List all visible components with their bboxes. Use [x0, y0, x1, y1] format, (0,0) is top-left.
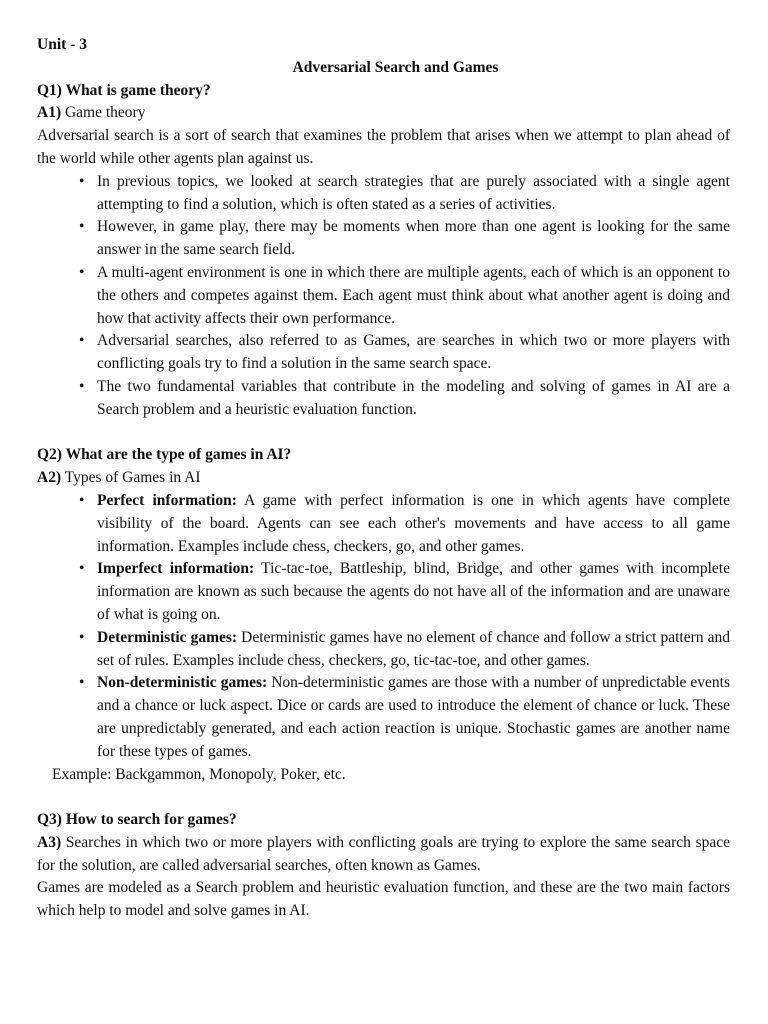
list-item: • However, in game play, there may be moments when more than one agent is looking for the same answer in the same search field. — [97, 216, 730, 262]
question-1: Q1) What is game theory? — [37, 81, 211, 99]
answer-3-paragraph: Games are modeled as a Search problem and heuristic evaluation function, and these are the two main factors which help to model and solve games in AI. — [37, 879, 730, 920]
question-3: Q3) How to search for games? — [37, 811, 237, 829]
list-item — [97, 558, 730, 626]
definition-text: Non-deterministic games are those with a number of unpredictable events and a chance or luck aspect. Dice or cards are used to introduce the element of chance or luck. These are unpredictably generated, and each action reaction is unique. Stochastic games are another name for these types of games. — [97, 674, 731, 760]
answer-1-heading — [37, 102, 730, 125]
list-item: • Adversarial searches, also referred to as Games, are searches in which two or more players with conflicting goals try to find a solution in the same search space. — [97, 330, 730, 376]
definition-text: Deterministic games have no element of chance and follow a strict pattern and set of rules. Examples include chess, checkers, go, tic-tac-toe, and other games. — [97, 628, 730, 669]
answer-2-heading — [37, 467, 730, 490]
answer-1-intro: Game theory — [61, 104, 146, 122]
answer-1-label: A1) — [37, 104, 62, 122]
term-imperfect-information: Imperfect information: — [97, 560, 255, 578]
answer-3-label: A3) — [37, 833, 62, 851]
term-deterministic-games: Deterministic games: — [97, 628, 238, 646]
unit-heading: Unit - 3 — [37, 36, 87, 53]
answer-2-label: A2) — [37, 469, 62, 487]
answer-3-heading — [37, 832, 730, 878]
term-perfect-information: Perfect information: — [97, 491, 237, 509]
list-item: • In previous topics, we looked at search strategies that are purely associated with a single agent attempting to find a solution, which is often stated as a series of activities. — [97, 171, 730, 217]
example-line: Example: Backgammon, Monopoly, Poker, etc. — [52, 765, 346, 783]
list-item — [97, 490, 730, 558]
definition-text: A game with perfect information is one in which agents have complete visibility of the board. Agents can see each other's movements and have access to all game information. Examples include chess, checkers, go, and other games. — [97, 491, 730, 555]
question-2: Q2) What are the type of games in AI? — [37, 446, 292, 464]
spacer — [37, 422, 730, 445]
answer-2-bullet-list — [37, 490, 730, 764]
list-item — [97, 672, 730, 763]
answer-1-bullet-list — [37, 171, 730, 422]
definition-text: Tic-tac-toe, Battleship, blind, Bridge, and other games with incomplete information are known as such because the agents do not have all of the information and are unaware of what is going on. — [97, 560, 730, 623]
list-item — [97, 627, 730, 673]
page-title: Adversarial Search and Games — [292, 58, 499, 76]
list-item: • The two fundamental variables that contribute in the modeling and solving of games in AI are a Search problem and a heuristic evaluation function. — [97, 376, 730, 422]
answer-3-intro: Searches in which two or more players with conflicting goals are trying to explore the same search space for the solution, are called adversarial searches, often known as Games. — [37, 833, 730, 874]
term-non-deterministic-games: Non-deterministic games: — [97, 674, 268, 692]
answer-1-paragraph: Adversarial search is a sort of search that examines the problem that arises when we attempt to plan ahead of the world while other agents plan against us. — [37, 127, 730, 167]
spacer — [37, 786, 730, 809]
list-item: • A multi-agent environment is one in which there are multiple agents, each of which is an opponent to the others and competes against them. Each agent must think about what another agent is doing and how that activity affects their own performance. — [97, 262, 730, 330]
answer-2-intro: Types of Games in AI — [61, 469, 201, 487]
